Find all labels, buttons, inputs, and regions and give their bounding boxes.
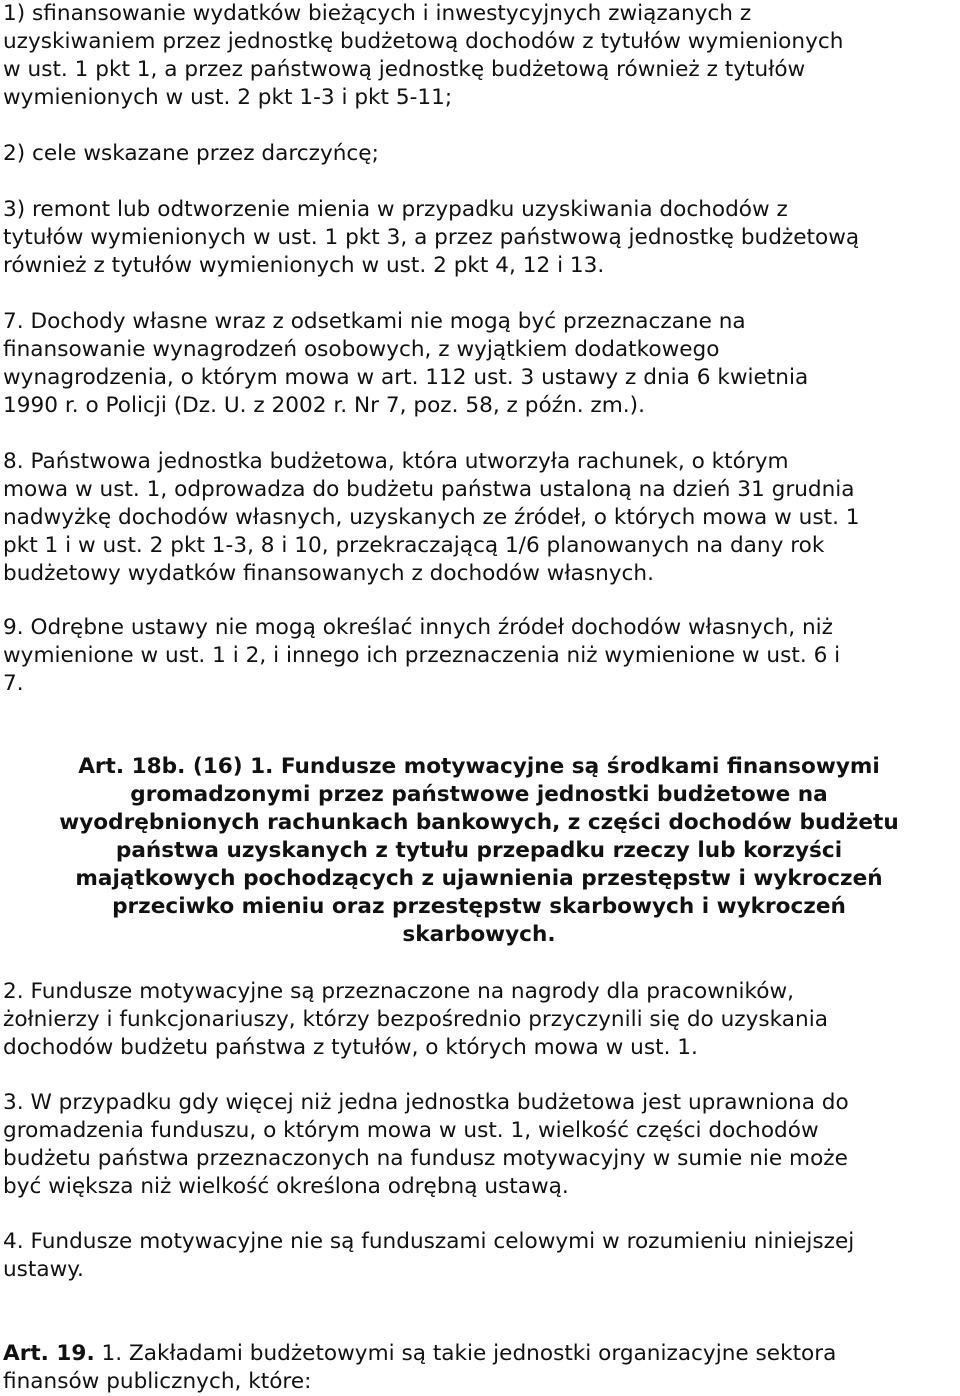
article-18b-paragraph-2: 2. Fundusze motywacyjne są przeznaczone na nagrody dla pracowników, żołnierzy i funkcjonariuszy, którzy bezpośrednio przyczynili się do uzyskania dochodów budżetu państwa z tytułów, o których mowa w ust. 1. — [3, 979, 828, 1060]
article-18b-paragraph-4: 4. Fundusze motywacyjne nie są funduszami celowymi w rozumieniu niniejszej ustawy. — [3, 1229, 855, 1282]
paragraph-9: 9. Odrębne ustawy nie mogą określać innych źródeł dochodów własnych, niż wymienione w ust. 1 i 2, i innego ich przeznaczenia niż wymienione w ust. 6 i 7. — [3, 615, 841, 696]
article-19-paragraph — [3, 1340, 836, 1396]
list-item-3: 3) remont lub odtworzenie mienia w przypadku uzyskiwania dochodów z tytułów wymienionych w ust. 1 pkt 3, a przez państwową jednostkę budżetową również z tytułów wymienionych w ust. 2 pkt 4, 12 i 13. — [3, 197, 860, 278]
paragraph-8: 8. Państwowa jednostka budżetowa, która utworzyła rachunek, o którym mowa w ust. 1, odprowadza do budżetu państwa ustaloną na dzień 31 grudnia nadwyżkę dochodów własnych, uzyskanych ze źródeł, o których mowa w ust. 1 pkt 1 i w ust. 2 pkt 1-3, 8 i 10, przekraczającą 1/6 planowanych na dany rok budżetowy wydatków finansowanych z dochodów własnych. — [3, 449, 860, 586]
list-item-1: 1) sfinansowanie wydatków bieżących i inwestycyjnych związanych z uzyskiwaniem przez jednostkę budżetową dochodów z tytułów wymienionych w ust. 1 pkt 1, a przez państwową jednostkę budżetową również z tytułów wymienionych w ust. 2 pkt 1-3 i pkt 5-11; — [3, 1, 844, 110]
article-18b-heading: Art. 18b. (16) 1. Fundusze motywacyjne są środkami finansowymi gromadzonymi przez państwowe jednostki budżetowe na wyodrębnionych rachunkach bankowych, z części dochodów budżetu państwa uzyskanych z tytułu przepadku rzeczy lub korzyści majątkowych pochodzących z ujawnienia przestępstw i wykroczeń przeciwko mieniu oraz przestępstw skarbowych i wykroczeń skarbowych. — [59, 754, 899, 947]
article-19-text: 1. Zakładami budżetowymi są takie jednostki organizacyjne sektora finansów publicznych, które: — [3, 1341, 837, 1394]
paragraph-7: 7. Dochody własne wraz z odsetkami nie mogą być przeznaczane na finansowanie wynagrodzeń osobowych, z wyjątkiem dodatkowego wynagrodzenia, o którym mowa w art. 112 ust. 3 ustawy z dnia 6 kwietnia 1990 r. o Policji (Dz. U. z 2002 r. Nr 7, poz. 58, z późn. zm.). — [3, 309, 809, 418]
article-19-label: Art. 19. — [3, 1341, 95, 1366]
article-18b-paragraph-3: 3. W przypadku gdy więcej niż jedna jednostka budżetowa jest uprawniona do gromadzenia funduszu, o którym mowa w ust. 1, wielkość części dochodów budżetu państwa przeznaczonych na fundusz motywacyjny w sumie nie może być większa niż wielkość określona odrębną ustawą. — [3, 1090, 849, 1199]
list-item-2: 2) cele wskazane przez darczyńcę; — [3, 141, 379, 166]
